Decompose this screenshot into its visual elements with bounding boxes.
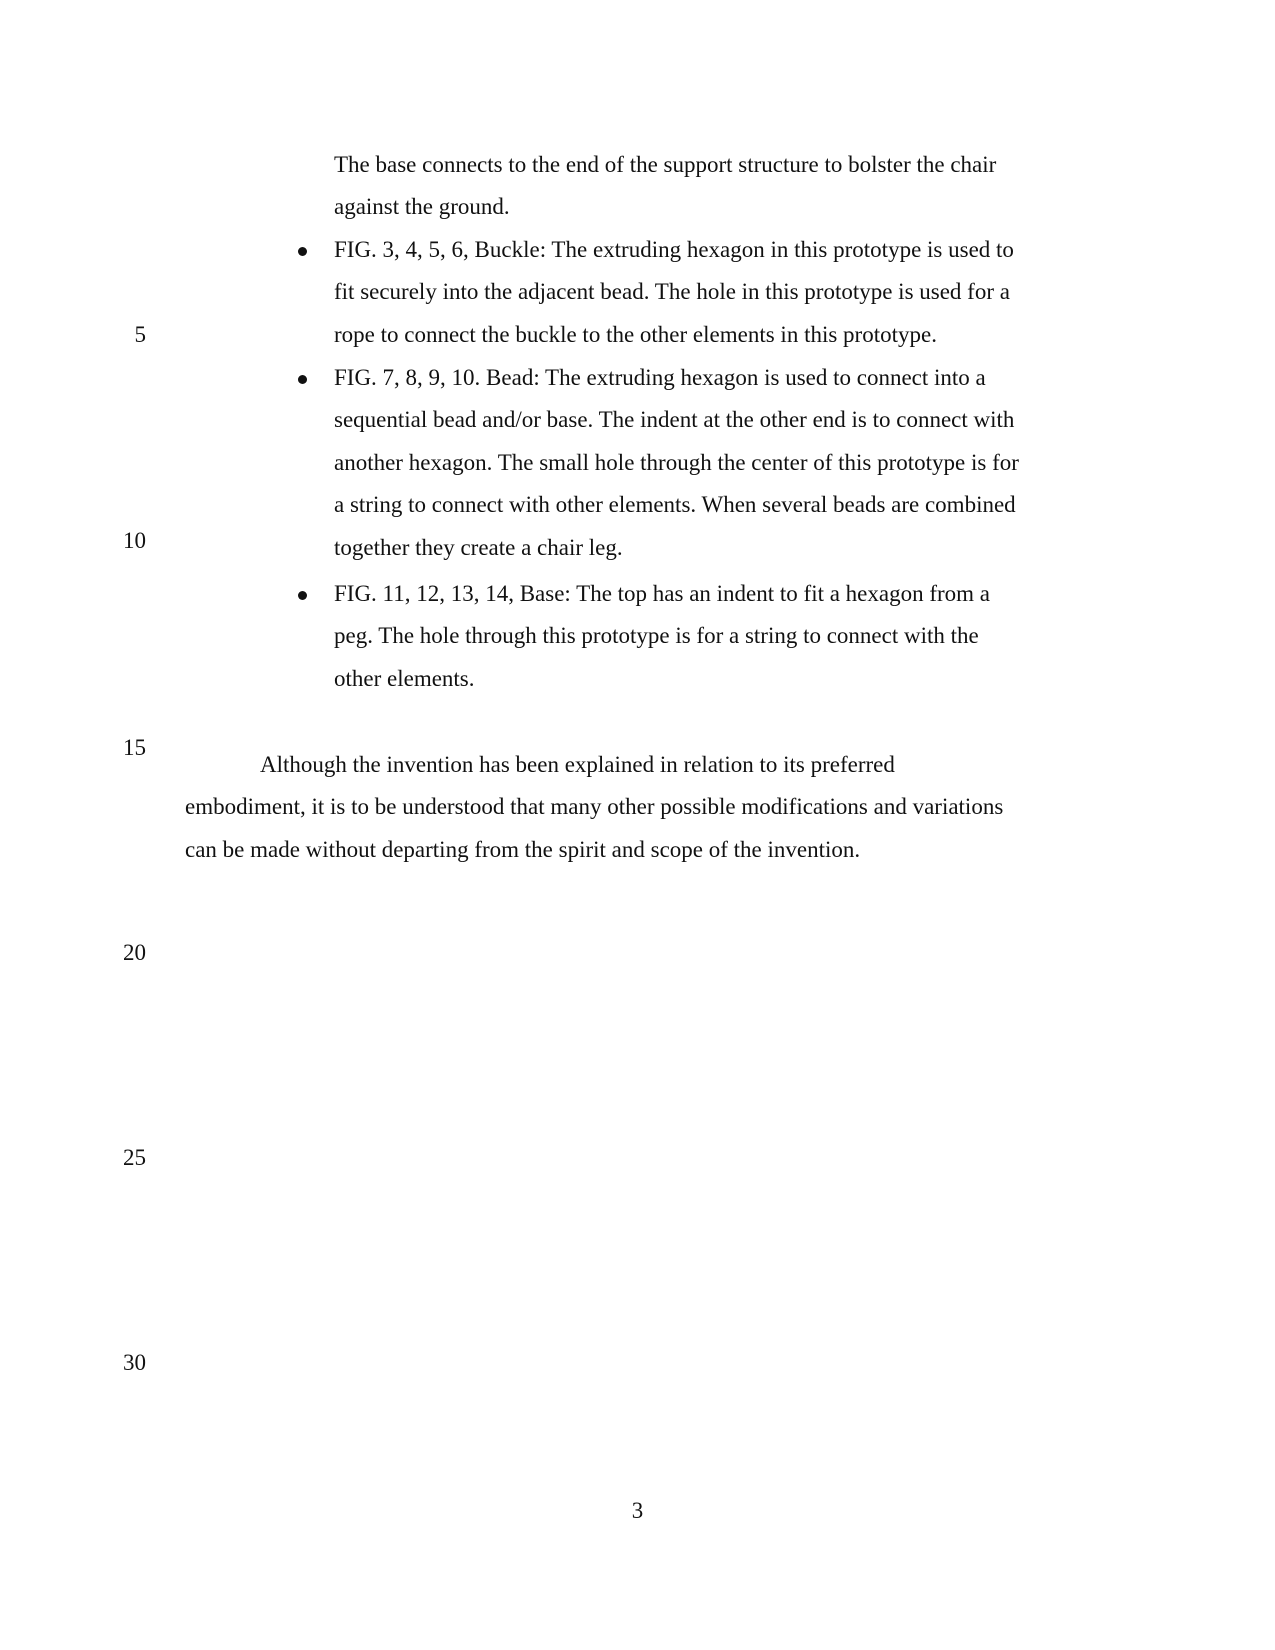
continuation-line: The base connects to the end of the support structure to bolster the chair bbox=[334, 152, 997, 177]
bullet-line: together they create a chair leg. bbox=[334, 535, 623, 560]
line-number-30: 30 bbox=[123, 1350, 146, 1375]
bullet-line: FIG. 7, 8, 9, 10. Bead: The extruding hexagon is used to connect into a bbox=[334, 365, 986, 390]
bullet-line: other elements. bbox=[334, 666, 475, 691]
line-number-20: 20 bbox=[123, 940, 146, 965]
bullet-line: FIG. 3, 4, 5, 6, Buckle: The extruding hexagon in this prototype is used to bbox=[334, 237, 1014, 262]
bullet-dot-icon bbox=[298, 375, 307, 384]
line-number-5: 5 bbox=[134, 322, 146, 347]
bullet-line: a string to connect with other elements. When several beads are combined bbox=[334, 492, 1016, 517]
bullet-line: peg. The hole through this prototype is for a string to connect with the bbox=[334, 623, 979, 648]
bullet-line: fit securely into the adjacent bead. The hole in this prototype is used for a bbox=[334, 279, 1010, 304]
bullet-line: sequential bead and/or base. The indent at the other end is to connect with bbox=[334, 407, 1015, 432]
bullet-line: FIG. 11, 12, 13, 14, Base: The top has an indent to fit a hexagon from a bbox=[334, 581, 991, 606]
paragraph-line: can be made without departing from the spirit and scope of the invention. bbox=[185, 837, 861, 862]
bullet-line: another hexagon. The small hole through the center of this prototype is for bbox=[334, 450, 1019, 475]
continuation-line: against the ground. bbox=[334, 194, 510, 219]
bullet-dot-icon bbox=[298, 591, 307, 600]
line-number-15: 15 bbox=[123, 735, 146, 760]
bullet-line: rope to connect the buckle to the other elements in this prototype. bbox=[334, 322, 937, 347]
line-number-25: 25 bbox=[123, 1145, 146, 1170]
bullet-dot-icon bbox=[298, 247, 307, 256]
paragraph-line: embodiment, it is to be understood that many other possible modifications and variations bbox=[185, 794, 1004, 819]
page-number: 3 bbox=[631, 1498, 644, 1523]
paragraph-line: Although the invention has been explained in relation to its preferred bbox=[260, 752, 895, 777]
line-number-10: 10 bbox=[123, 528, 146, 553]
